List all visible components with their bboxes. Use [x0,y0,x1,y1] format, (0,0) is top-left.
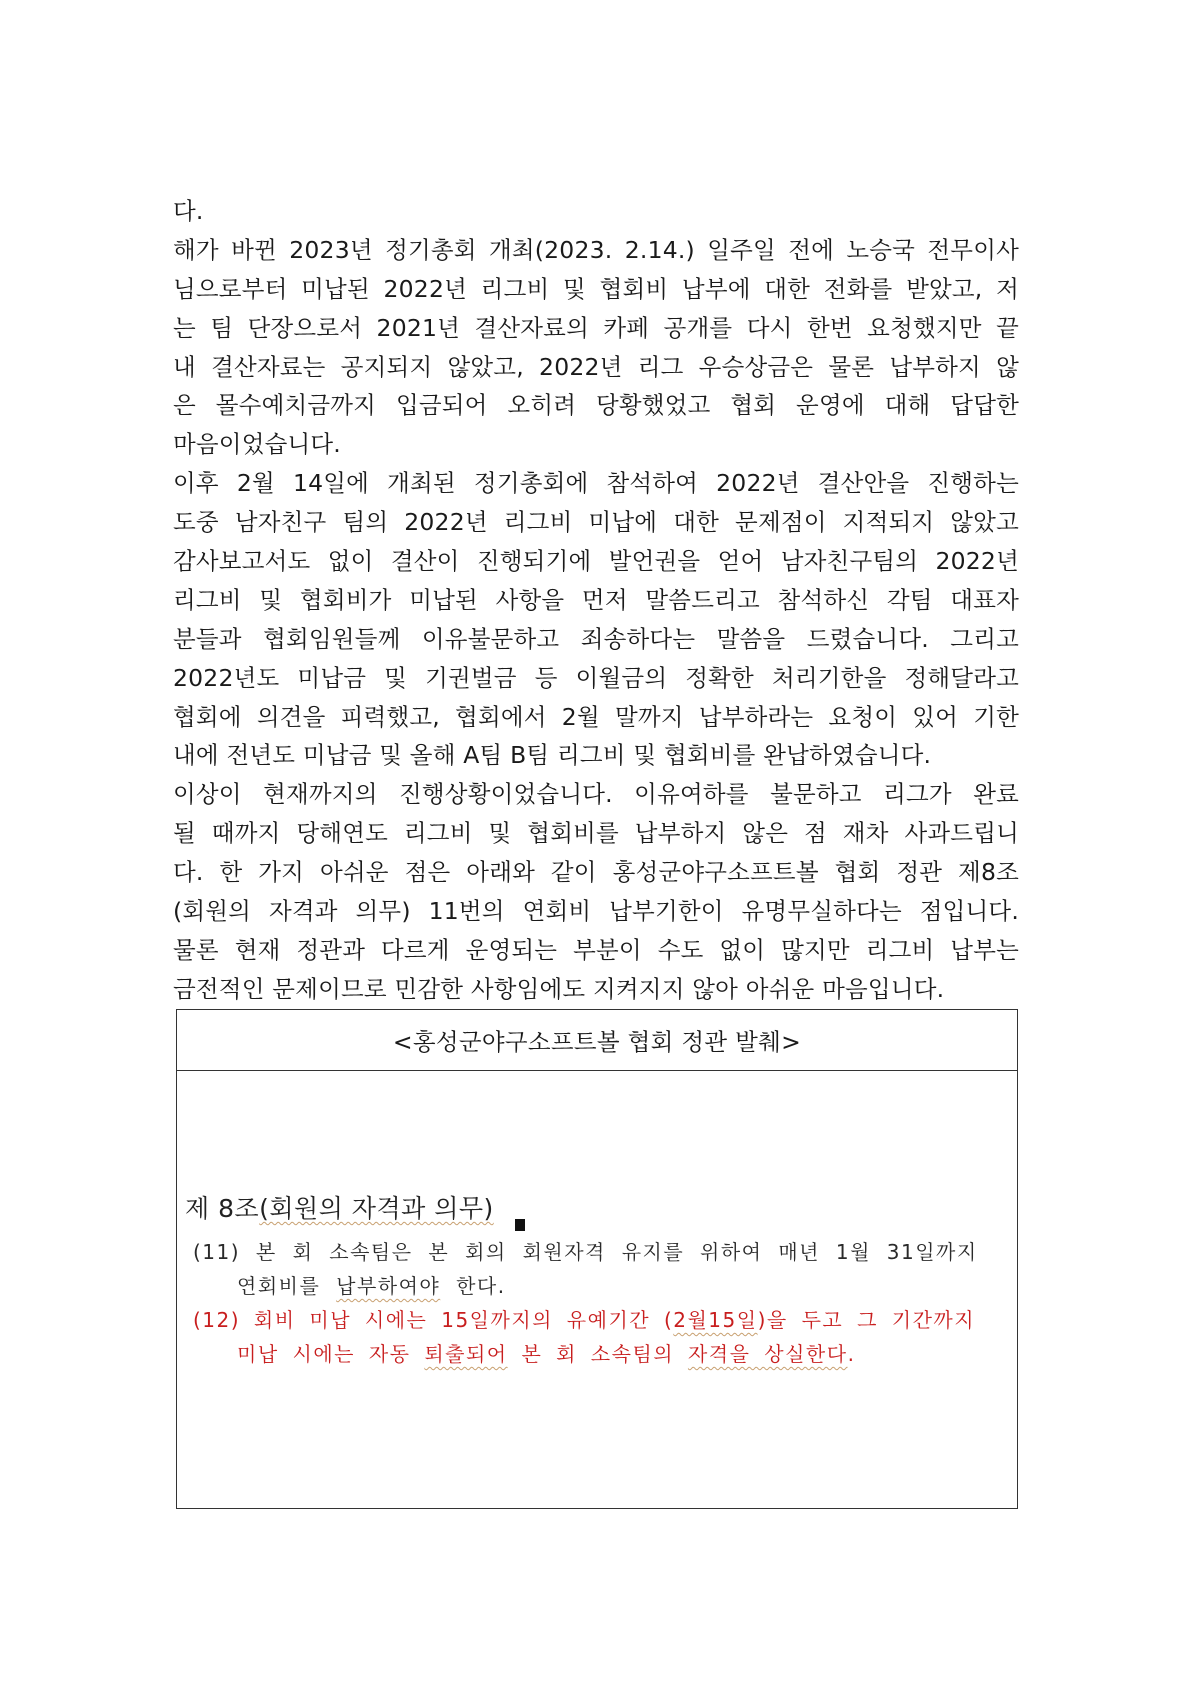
paragraph-line: 분들과 협회임원들께 이유불문하고 죄송하다는 말씀을 드렸습니다. 그리고 [173,624,1019,653]
article-title [185,1189,494,1225]
clause-12 [193,1303,1003,1371]
clause-text: 본 회 소속팀의 [507,1342,688,1366]
clause-text: 미납 시에는 자동 [237,1342,425,1366]
paragraph-line: 협회에 의견을 피력했고, 협회에서 2월 말까지 납부하라는 요청이 있어 기한 [173,702,1019,731]
paragraph-line: 리그비 및 협회비가 미납된 사항을 먼저 말씀드리고 참석하신 각팀 대표자 [173,585,1019,614]
paragraph-line: (회원의 자격과 의무) 11번의 연회비 납부기한이 유명무실하다는 점입니다. [173,897,1019,926]
paragraph-line: 감사보고서도 없이 결산이 진행되기에 발언권을 얻어 남자친구팀의 2022년 [173,547,1019,576]
excerpt-body [177,1071,1017,1509]
paragraph-line: 다. 한 가지 아쉬운 점은 아래와 같이 홍성군야구소프트볼 협회 정관 제8조 [173,858,1019,887]
paragraph-line: 는 팀 단장으로서 2021년 결산자료의 카페 공개를 다시 한번 요청했지만 끝 [173,313,1019,342]
paragraph-line: 내 결산자료는 공지되지 않았고, 2022년 리그 우승상금은 물론 납부하지 않 [173,352,1019,381]
article-number: 제 8조 [185,1194,260,1223]
paragraph-line: 이상이 현재까지의 진행상황이었습니다. 이유여하를 불문하고 리그가 완료 [173,780,1019,809]
bylaws-excerpt-table [176,1009,1018,1509]
spellcheck-mark: 2월15일 [673,1308,758,1332]
paragraph-line: 은 몰수예치금까지 입금되어 오히려 당황했었고 협회 운영에 대해 답답한 [173,391,1019,420]
clause-11 [193,1235,1003,1303]
paragraph-line: 다. [173,197,204,225]
paragraph-line: 2022년도 미납금 및 기권벌금 등 이월금의 정확한 처리기한을 정해달라고 [173,663,1019,692]
spellcheck-mark: 자격을 상실한다 [687,1342,848,1366]
spellcheck-mark: 퇴출되어 [424,1342,508,1366]
clause-11-line-1: (11) 본 회 소속팀은 본 회의 회원자격 유지를 위하여 매년 1월 31일까지 [193,1240,978,1264]
paragraph-line: 해가 바뀐 2023년 정기총회 개최(2023. 2.14.) 일주일 전에 노승국 전무이사 [173,235,1019,264]
paragraph-line: 내에 전년도 미납금 및 올해 A팀 B팀 리그비 및 협회비를 완납하였습니다. [173,741,932,770]
paragraph-line: 도중 남자친구 팀의 2022년 리그비 미납에 대한 문제점이 지적되지 않았고 [173,508,1019,537]
clause-12-line-2 [193,1337,1003,1371]
paragraph-line: 이후 2월 14일에 개최된 정기총회에 참석하여 2022년 결산안을 진행하는 [173,469,1019,498]
paragraph-line: 물론 현재 정관과 다르게 운영되는 부분이 수도 없이 많지만 리그비 납부는 [173,935,1019,964]
paragraph-line: 마음이었습니다. [173,430,341,459]
clause-text: 연회비를 [237,1274,337,1298]
clause-text: )을 두고 그 기간까지 [757,1308,976,1332]
article-heading: (회원의 자격과 의무) [259,1194,494,1223]
body-paragraphs [173,192,1019,1009]
paragraph-line: 될 때까지 당해연도 리그비 및 협회비를 납부하지 않은 점 재차 사과드립니 [173,819,1019,848]
clause-11-line-2 [193,1269,1003,1303]
spellcheck-mark: 납부하여야 [336,1274,441,1298]
paragraph-line: 님으로부터 미납된 2022년 리그비 및 협회비 납부에 대한 전화를 받았고, 저 [173,274,1019,303]
clause-text: . [847,1342,856,1366]
excerpt-header: <홍성군야구소프트볼 협회 정관 발췌> [177,1010,1017,1071]
paragraph-line: 금전적인 문제이므로 민감한 사항임에도 지켜지지 않아 아쉬운 마음입니다. [173,974,945,1003]
clause-text: 한다. [440,1274,506,1298]
anchor-marker-icon [515,1219,525,1231]
clause-12-line-1 [193,1303,1003,1337]
clause-text: (12) 회비 미납 시에는 15일까지의 유예기간 ( [193,1308,674,1332]
